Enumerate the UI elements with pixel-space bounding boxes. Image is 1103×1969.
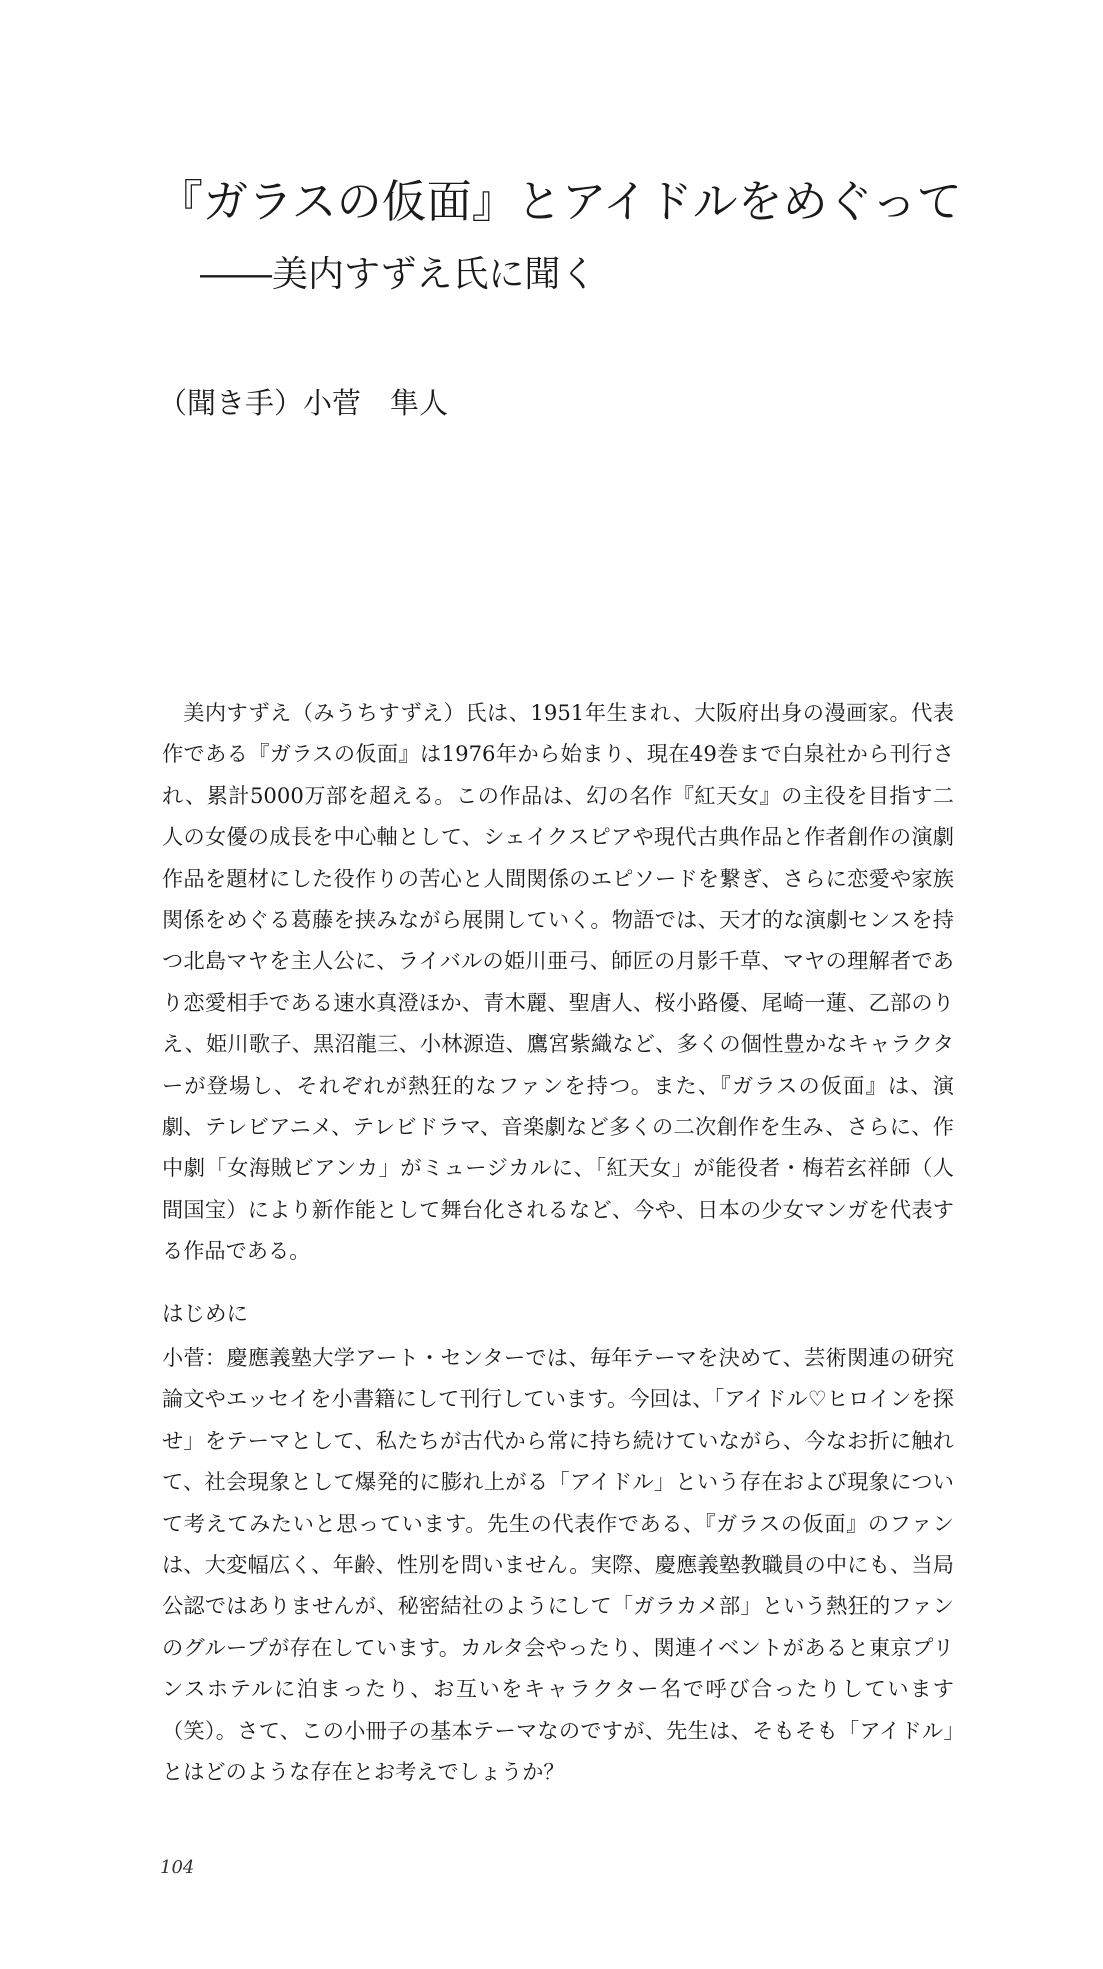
dialogue-text: 慶應義塾大学アート・センターでは、毎年テーマを決めて、芸術関連の研究論文やエッセイを小書籍にして刊行しています。今回は、「アイドル♡ヒロインを探せ」をテーマとして、私たちが古代から常に持ち続けていながら、今なお折に触れて、社会現象として爆発的に膨れ上がる「アイドル」という存在および現象について考えてみたいと思っています。先生の代表作である、『ガラスの仮面』のファンは、大変幅広く、年齢、性別を問いません。実際、慶應義塾教職員の中にも、当局公認ではありませんが、秘密結社のようにして「ガラカメ部」という熱狂的ファンのグループが存在しています。カルタ会やったり、関連イベントがあると東京プリンスホテルに泊まったり、お互いをキャラクター名で呼び合ったりしています（笑）。さて、この小冊子の基本テーマなのですが、先生は、そもそも「アイドル」とはどのような存在とお考えでしょうか？ — [162, 1345, 954, 1785]
section-heading: はじめに — [162, 1302, 249, 1327]
dialogue-paragraph — [162, 1337, 954, 1792]
page-number: 104 — [160, 1857, 195, 1878]
article-subtitle: ――美内すずえ氏に聞く — [200, 254, 597, 295]
article-title: 『ガラスの仮面』とアイドルをめぐって — [158, 175, 962, 228]
intro-paragraph: 美内すずえ（みうちすずえ）氏は、1951年生まれ、大阪府出身の漫画家。代表作である『ガラスの仮面』は1976年から始まり、現在49巻まで白泉社から刊行され、累計5000万部を超える。この作品は、幻の名作『紅天女』の主役を目指す二人の女優の成長を中心軸として、シェイクスピアや現代古典作品と作者創作の演劇作品を題材にした役作りの苦心と人間関係のエピソードを繋ぎ、さらに恋愛や家族関係をめぐる葛藤を挟みながら展開していく。物語では、天才的な演劇センスを持つ北島マヤを主人公に、ライバルの姫川亜弓、師匠の月影千草、マヤの理解者であり恋愛相手である速水真澄ほか、青木麗、聖唐人、桜小路優、尾崎一蓮、乙部のりえ、姫川歌子、黒沼龍三、小林源造、鷹宮紫織など、多くの個性豊かなキャラクターが登場し、それぞれが熱狂的なファンを持つ。また、『ガラスの仮面』は、演劇、テレビアニメ、テレビドラマ、音楽劇など多くの二次創作を生み、さらに、作中劇「女海賊ビアンカ」がミュージカルに、「紅天女」が能役者・梅若玄祥師（人間国宝）により新作能として舞台化されるなど、今や、日本の少女マンガを代表する作品である。 — [162, 700, 954, 1264]
interviewer-credit: （聞き手）小菅 隼人 — [158, 386, 449, 420]
speaker-label: 小菅： — [162, 1345, 227, 1370]
